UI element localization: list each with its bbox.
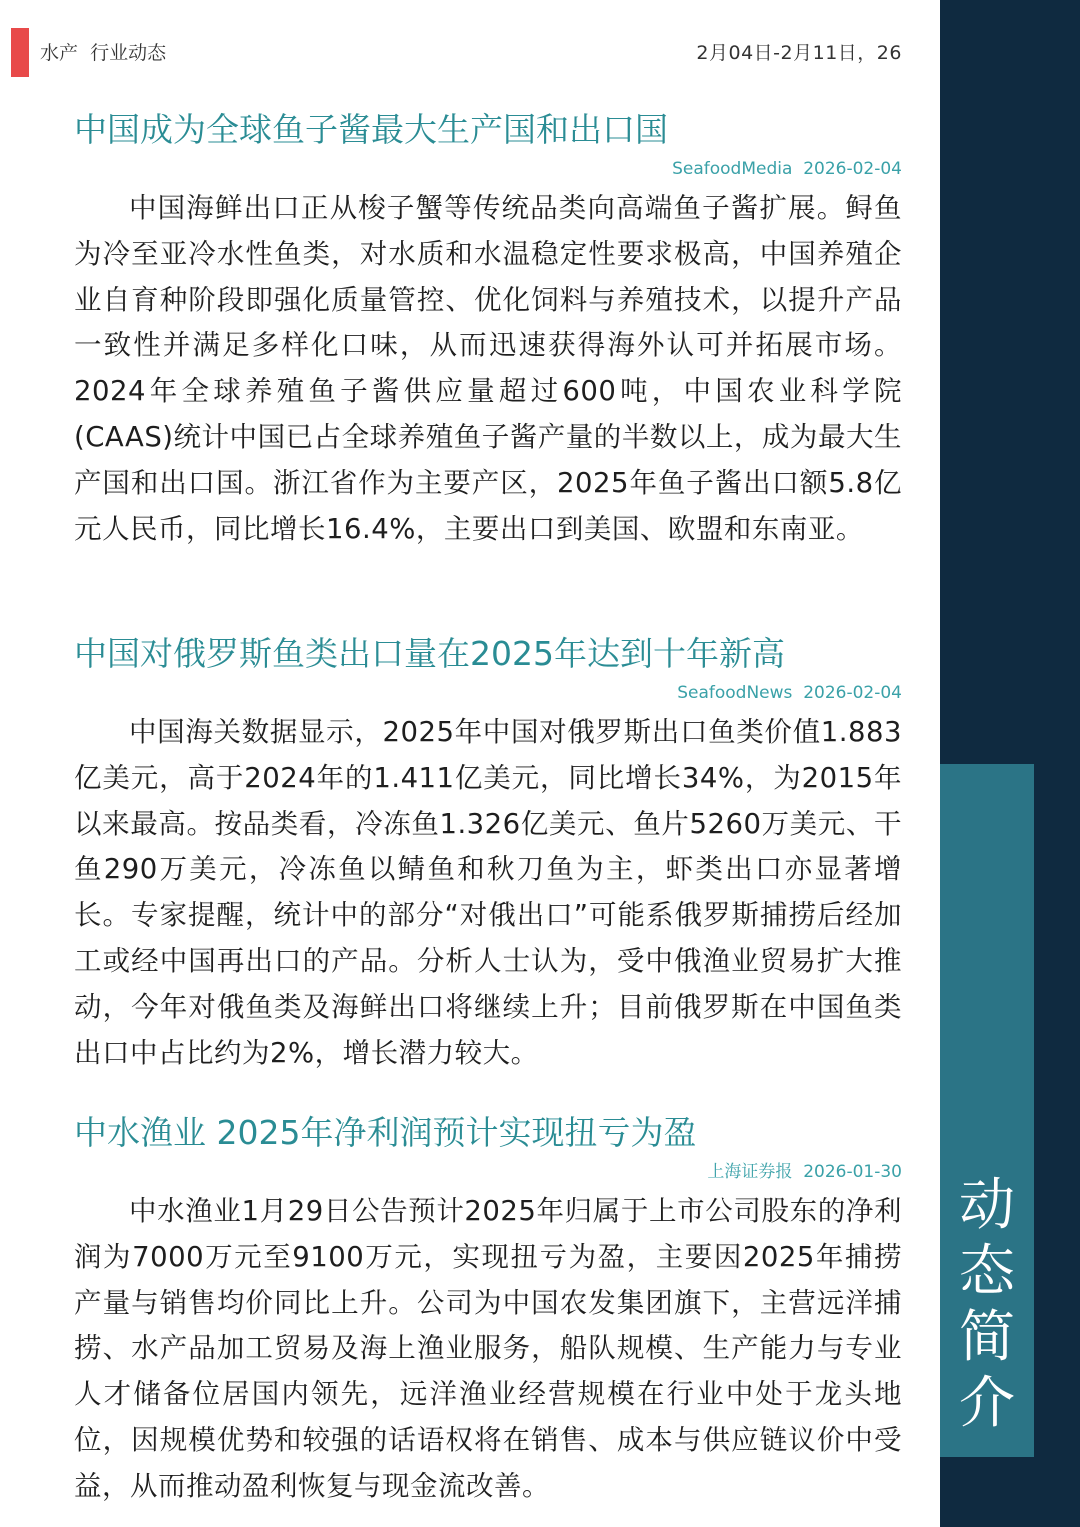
article-source-date: SeafoodNews 2026-02-04 [677, 683, 902, 703]
article-2 [74, 628, 902, 1076]
sidebar-title-char: 介 [959, 1371, 1015, 1436]
article-source-date: SeafoodMedia 2026-02-04 [672, 159, 902, 179]
article-title[interactable]: 中国成为全球鱼子酱最大生产国和出口国 [74, 110, 668, 149]
sidebar-title-char: 态 [959, 1239, 1015, 1304]
sidebar-title-panel [940, 764, 1034, 1457]
article-body: 中国海鲜出口正从梭子蟹等传统品类向高端鱼子酱扩展。鲟鱼为冷至亚冷水性鱼类，对水质和水温稳定性要求极高，中国养殖企业自育种阶段即强化质量管控、优化饲料与养殖技术，以提升产品一致性并满足多样化口味，从而迅速获得海外认可并拓展市场。2024年全球养殖鱼子酱供应量超过600吨，中国农业科学院(CAAS)统计中国已占全球养殖鱼子酱产量的半数以上，成为最大生产国和出口国。浙江省作为主要产区，2025年鱼子酱出口额5.8亿元人民币，同比增长16.4%，主要出口到美国、欧盟和东南亚。 [74, 192, 902, 545]
article-body: 中水渔业1月29日公告预计2025年归属于上市公司股东的净利润为7000万元至9100万元，实现扭亏为盈，主要因2025年捕捞产量与销售均价同比上升。公司为中国农发集团旗下，主营远洋捕捞、水产品加工贸易及海上渔业服务，船队规模、生产能力与专业人才储备位居国内领先，远洋渔业经营规模在行业中处于龙头地位，因规模优势和较强的话语权将在销售、成本与供应链议价中受益，从而推动盈利恢复与现金流改善。 [74, 1195, 902, 1502]
header-section-label: 水产 行业动态 [40, 42, 167, 64]
sidebar-title [940, 1173, 1034, 1437]
header-date-range: 2月04日-2月11日，26 [696, 42, 902, 64]
article-source-date: 上海证券报 2026-01-30 [707, 1162, 902, 1182]
sidebar-title-char: 动 [959, 1173, 1015, 1238]
article-title[interactable]: 中水渔业 2025年净利润预计实现扭亏为盈 [74, 1113, 697, 1152]
article-title[interactable]: 中国对俄罗斯鱼类出口量在2025年达到十年新高 [74, 634, 785, 673]
header-accent-bar [11, 28, 29, 77]
article-body: 中国海关数据显示，2025年中国对俄罗斯出口鱼类价值1.883亿美元，高于2024年的1.411亿美元，同比增长34%，为2015年以来最高。按品类看，冷冻鱼1.326亿美元、鱼片5260万美元、干鱼290万美元，冷冻鱼以鲭鱼和秋刀鱼为主，虾类出口亦显著增长。专家提醒，统计中的部分“对俄出口”可能系俄罗斯捕捞后经加工或经中国再出口的产品。分析人士认为，受中俄渔业贸易扩大推动，今年对俄鱼类及海鲜出口将继续上升；目前俄罗斯在中国鱼类出口中占比约为2%，增长潜力较大。 [74, 716, 902, 1069]
article-1 [74, 104, 902, 552]
article-3 [74, 1107, 902, 1510]
sidebar-title-char: 简 [959, 1305, 1015, 1370]
